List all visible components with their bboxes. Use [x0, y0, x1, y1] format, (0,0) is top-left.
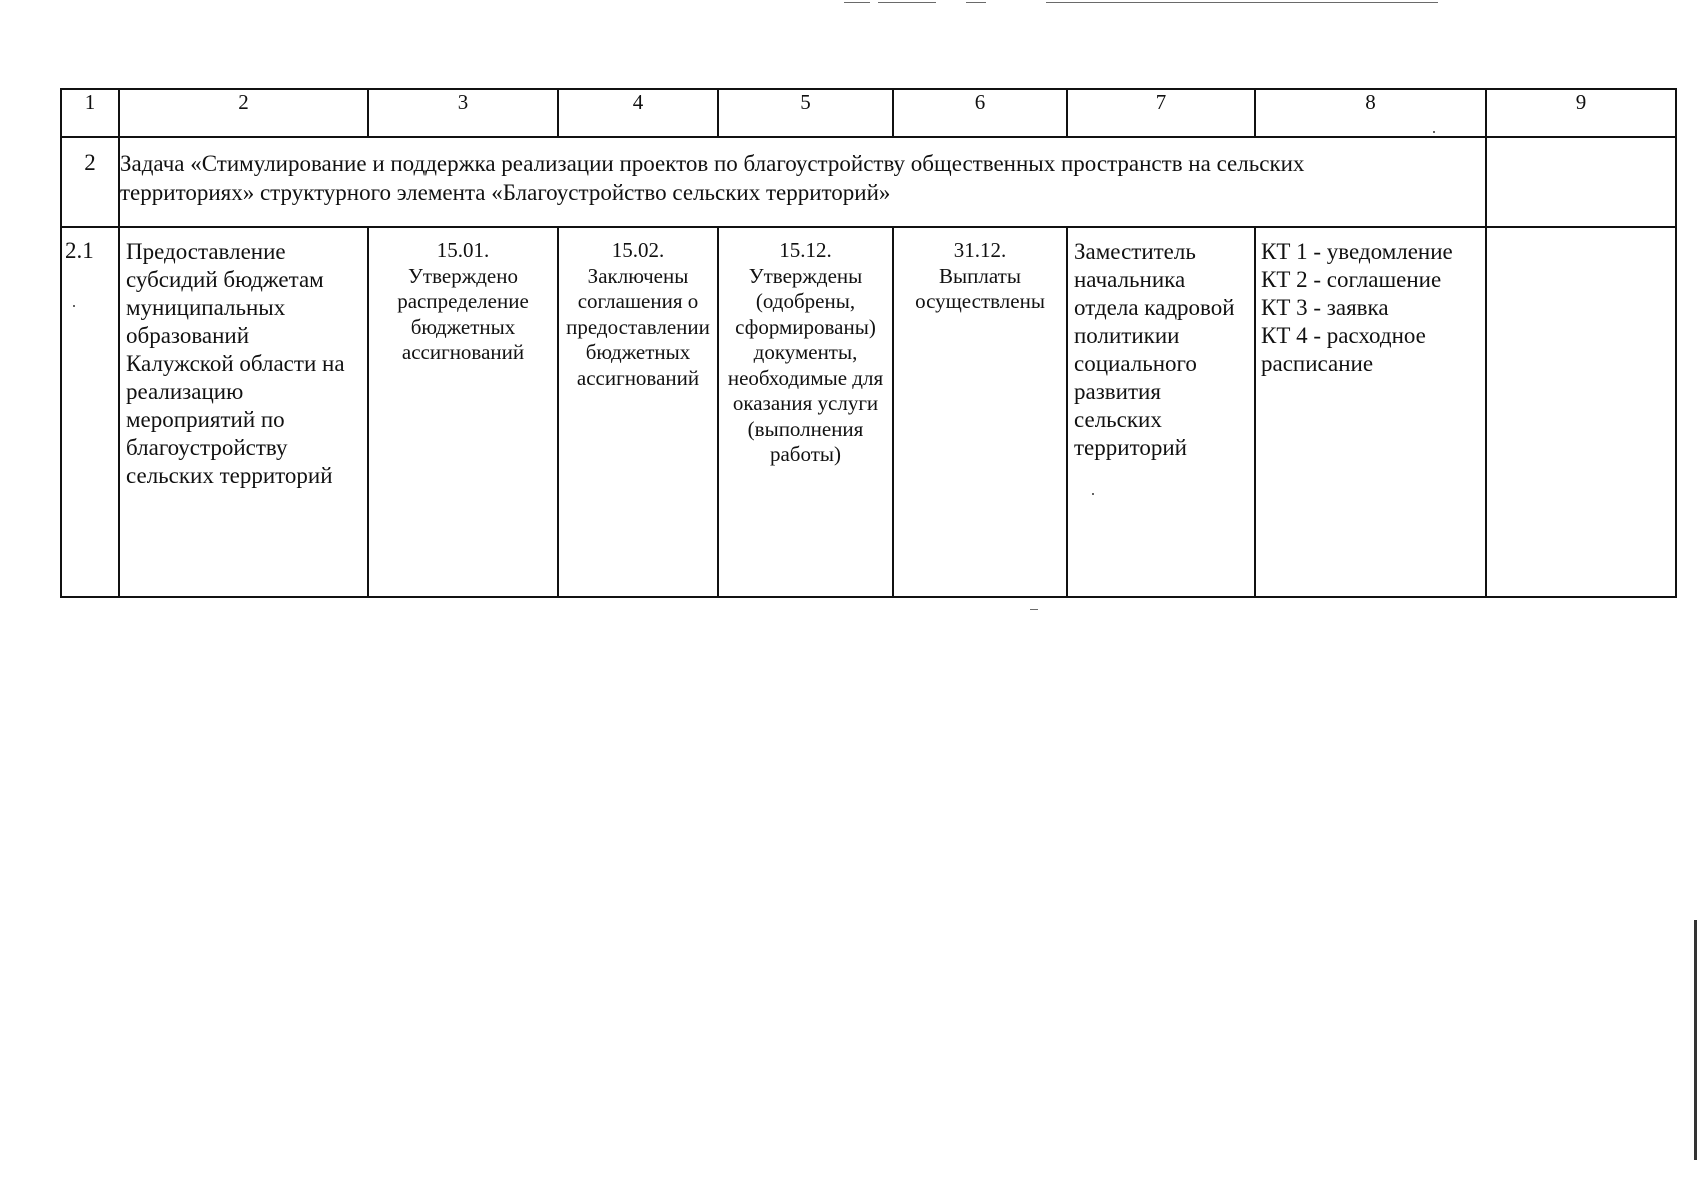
cell-line: муниципальных	[126, 295, 286, 320]
cell-line: развития	[1074, 379, 1161, 404]
cell-line: субсидий бюджетам	[126, 267, 324, 292]
cell-line: работы)	[769, 442, 841, 466]
cell-line: территорий	[1074, 435, 1187, 460]
cell-line: 31.12.	[953, 238, 1007, 262]
cell-line: отдела кадровой	[1074, 295, 1235, 320]
header-cell: 1	[61, 89, 119, 137]
scan-artifact	[1030, 609, 1038, 610]
cell-line: сельских территорий	[126, 463, 333, 488]
cell-line: Выплаты	[939, 263, 1021, 288]
task-title-line: территориях» структурного элемента «Благоустройство сельских территорий»	[120, 180, 891, 205]
scan-dot	[1092, 493, 1094, 495]
cell-line: КТ 3 - заявка	[1261, 295, 1389, 320]
scan-dot	[1433, 131, 1435, 133]
header-row	[61, 89, 1676, 137]
cell-line: оказания услуги	[732, 391, 879, 415]
cell-line: распределение	[397, 289, 529, 313]
scan-artifact	[844, 2, 870, 3]
cell-line: образований	[126, 323, 250, 348]
checkpoint-cell-col5	[718, 227, 893, 597]
task-number: 2	[61, 137, 119, 227]
header-cell: 2	[119, 89, 368, 137]
cell-line: документы,	[753, 340, 858, 364]
header-cell: 7	[1067, 89, 1255, 137]
cell-line: реализацию	[126, 379, 244, 404]
control-points-cell	[1255, 227, 1486, 597]
cell-line: расписание	[1261, 351, 1374, 376]
table-row	[61, 227, 1676, 597]
cell-line: бюджетных	[585, 340, 691, 364]
scan-artifact	[966, 2, 986, 3]
scan-artifact	[878, 2, 936, 3]
row-col9-cell	[1486, 227, 1676, 597]
checkpoint-cell-col3	[368, 227, 558, 597]
header-cell: 4	[558, 89, 718, 137]
implementation-plan-table	[60, 88, 1677, 598]
scan-page-edge	[1694, 920, 1697, 1160]
cell-line: благоустройству	[126, 435, 288, 460]
cell-line: политикии	[1074, 323, 1180, 348]
cell-line: Утверждено	[408, 263, 518, 288]
cell-line: КТ 1 - уведомление	[1261, 239, 1453, 264]
cell-line: 15.12.	[779, 238, 832, 262]
checkpoint-cell-col4	[558, 227, 718, 597]
cell-line: (выполнения	[747, 416, 864, 441]
cell-line: начальника	[1074, 267, 1186, 292]
task-title-line: Задача «Стимулирование и поддержка реализации проектов по благоустройству общественных пространств на сельских	[120, 151, 1305, 176]
cell-line: Утверждены	[748, 263, 863, 288]
task-row	[61, 137, 1676, 227]
cell-line: КТ 2 - соглашение	[1261, 267, 1442, 292]
cell-line: сельских	[1074, 407, 1162, 432]
cell-line: необходимые для	[727, 365, 884, 390]
cell-line: ассигнований	[401, 340, 525, 364]
cell-line: социального	[1074, 351, 1197, 376]
cell-line: осуществлены	[915, 289, 1045, 313]
header-cell: 9	[1486, 89, 1676, 137]
row-number: 2.1	[61, 227, 119, 597]
header-cell: 6	[893, 89, 1067, 137]
scan-artifact	[1046, 2, 1438, 3]
cell-line: ассигнований	[576, 365, 700, 390]
cell-line: 15.01.	[436, 238, 490, 262]
cell-line: бюджетных	[410, 314, 516, 339]
cell-line: Калужской области на	[126, 351, 345, 376]
measure-description-cell	[119, 227, 368, 597]
header-cell: 8	[1255, 89, 1486, 137]
header-cell: 5	[718, 89, 893, 137]
cell-line: предоставлении	[566, 314, 710, 339]
checkpoint-cell-col6	[893, 227, 1067, 597]
cell-line: Заместитель	[1074, 239, 1196, 264]
scan-dot	[73, 305, 75, 307]
cell-line: соглашения о	[577, 289, 699, 313]
task-title	[119, 137, 1486, 227]
header-cell: 3	[368, 89, 558, 137]
cell-line: сформированы)	[735, 314, 876, 339]
cell-line: мероприятий по	[126, 407, 285, 432]
cell-line: 15.02.	[611, 238, 665, 262]
cell-line: (одобрены,	[755, 289, 856, 313]
task-col9-cell	[1486, 137, 1676, 227]
responsible-person-cell	[1067, 227, 1255, 597]
cell-line: Предоставление	[126, 239, 286, 264]
cell-line: Заключены	[587, 263, 689, 288]
cell-line: КТ 4 - расходное	[1261, 323, 1426, 348]
